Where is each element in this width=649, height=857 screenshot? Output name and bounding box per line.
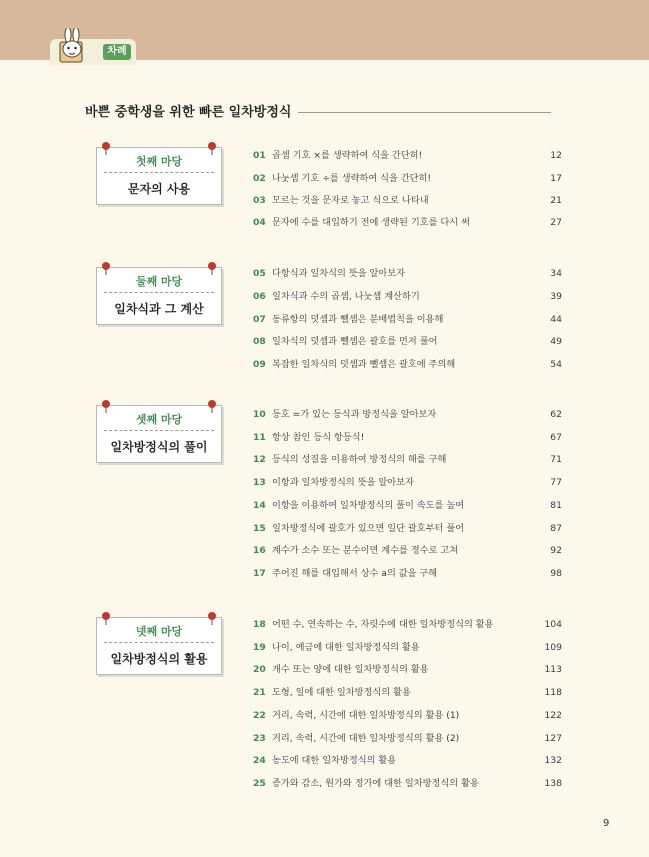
toc-text: 이항을 이용하여 일차방정식의 풀이 속도를 높여 bbox=[272, 500, 465, 511]
section-title: 일차식과 그 계산 bbox=[114, 302, 204, 316]
toc-number: 05 bbox=[253, 268, 266, 279]
page-title: 바쁜 중학생을 위한 빠른 일차방정식 bbox=[85, 105, 292, 120]
toc-page: 49 bbox=[550, 336, 562, 347]
toc-number: 02 bbox=[253, 173, 266, 184]
toc-text: 일차식과 수의 곱셈, 나눗셈 계산하기 bbox=[272, 291, 420, 302]
toc-page: 12 bbox=[550, 150, 562, 161]
toc-text: 농도에 대한 일차방정식의 활용 bbox=[272, 755, 397, 766]
toc-item[interactable] bbox=[253, 289, 562, 305]
toc-number: 25 bbox=[253, 778, 266, 789]
toc-item[interactable] bbox=[253, 215, 562, 231]
page-number: 9 bbox=[603, 818, 610, 829]
toc-number: 06 bbox=[253, 291, 266, 302]
toc-item[interactable] bbox=[253, 708, 562, 724]
toc-number: 22 bbox=[253, 710, 266, 721]
toc-text: 일차식의 덧셈과 뺄셈은 괄호를 먼저 풀어 bbox=[272, 336, 438, 347]
toc-text: 복잡한 일차식의 덧셈과 뺄셈은 괄호에 주의해 bbox=[272, 359, 456, 370]
section-card-2 bbox=[96, 267, 222, 325]
toc-number: 17 bbox=[253, 568, 266, 579]
toc-text: 나이, 예금에 대한 일차방정식의 활용 bbox=[272, 642, 420, 653]
toc-page: 113 bbox=[544, 664, 562, 675]
toc-item[interactable] bbox=[253, 617, 562, 633]
toc-item[interactable] bbox=[253, 334, 562, 350]
toc-item[interactable] bbox=[253, 407, 562, 423]
toc-number: 09 bbox=[253, 359, 266, 370]
toc-text: 일차방정식에 괄호가 있으면 일단 괄호부터 풀어 bbox=[272, 523, 465, 534]
toc-text: 어떤 수, 연속하는 수, 자릿수에 대한 일차방정식의 활용 bbox=[272, 619, 494, 630]
toc-text: 이항과 일차방정식의 뜻을 알아보자 bbox=[272, 477, 414, 488]
toc-text: 동류항의 덧셈과 뺄셈은 분배법칙을 이용해 bbox=[272, 314, 444, 325]
toc-number: 23 bbox=[253, 733, 266, 744]
toc-page: 21 bbox=[550, 195, 562, 206]
toc-page: 44 bbox=[550, 314, 562, 325]
toc-page: 104 bbox=[544, 619, 562, 630]
toc-page: 138 bbox=[544, 778, 562, 789]
toc-text: 곱셈 기호 ×를 생략하여 식을 간단히! bbox=[272, 150, 423, 161]
toc-number: 16 bbox=[253, 545, 266, 556]
toc-item[interactable] bbox=[253, 753, 562, 769]
madang-label: 넷째 마당 bbox=[135, 625, 183, 638]
toc-text: 거리, 속력, 시간에 대한 일차방정식의 활용 (2) bbox=[272, 733, 460, 744]
toc-item[interactable] bbox=[253, 566, 562, 582]
toc-text: 문자에 수를 대입하기 전에 생략된 기호를 다시 써 bbox=[272, 217, 470, 228]
toc-item[interactable] bbox=[253, 685, 562, 701]
toc-number: 08 bbox=[253, 336, 266, 347]
toc-text: 등식의 성질을 이용하여 방정식의 해를 구해 bbox=[272, 454, 447, 465]
toc-number: 13 bbox=[253, 477, 266, 488]
toc-item[interactable] bbox=[253, 312, 562, 328]
toc-item[interactable] bbox=[253, 776, 562, 792]
toc-text: 증가와 감소, 원가와 정가에 대한 일차방정식의 활용 bbox=[272, 778, 479, 789]
toc-page: 62 bbox=[550, 409, 562, 420]
toc-page: 54 bbox=[550, 359, 562, 370]
toc-item[interactable] bbox=[253, 193, 562, 209]
toc-text: 거리, 속력, 시간에 대한 일차방정식의 활용 (1) bbox=[272, 710, 460, 721]
toc-item[interactable] bbox=[253, 731, 562, 747]
card-divider bbox=[104, 430, 214, 431]
toc-page: 17 bbox=[550, 173, 562, 184]
toc-text: 도형, 일에 대한 일차방정식의 활용 bbox=[272, 687, 411, 698]
tab-label: 차례 bbox=[103, 44, 131, 60]
toc-number: 03 bbox=[253, 195, 266, 206]
madang-label: 둘째 마당 bbox=[135, 275, 183, 288]
toc-page: 81 bbox=[550, 500, 562, 511]
section-title: 문자의 사용 bbox=[127, 182, 191, 196]
toc-number: 19 bbox=[253, 642, 266, 653]
card-divider bbox=[104, 292, 214, 293]
toc-number: 10 bbox=[253, 409, 266, 420]
toc-item[interactable] bbox=[253, 357, 562, 373]
section-title: 일차방정식의 풀이 bbox=[110, 440, 208, 454]
toc-number: 24 bbox=[253, 755, 266, 766]
section-title: 일차방정식의 활용 bbox=[110, 652, 208, 666]
toc-page: 98 bbox=[550, 568, 562, 579]
section-card-1 bbox=[96, 147, 222, 205]
toc-item[interactable] bbox=[253, 521, 562, 537]
toc-page: 118 bbox=[544, 687, 562, 698]
toc-text: 항상 참인 등식 항등식! bbox=[272, 432, 365, 443]
toc-text: 모르는 것을 문자로 놓고 식으로 나타내 bbox=[272, 195, 429, 206]
toc-number: 12 bbox=[253, 454, 266, 465]
toc-page: 71 bbox=[550, 454, 562, 465]
toc-number: 20 bbox=[253, 664, 266, 675]
toc-page: 77 bbox=[550, 477, 562, 488]
toc-number: 15 bbox=[253, 523, 266, 534]
toc-item[interactable] bbox=[253, 171, 562, 187]
toc-item[interactable] bbox=[253, 430, 562, 446]
toc-page: 92 bbox=[550, 545, 562, 556]
madang-label: 첫째 마당 bbox=[135, 155, 183, 168]
toc-text: 주어진 해를 대입해서 상수 a의 값을 구해 bbox=[272, 568, 438, 579]
card-divider bbox=[104, 642, 214, 643]
toc-page: 39 bbox=[550, 291, 562, 302]
toc-page: 87 bbox=[550, 523, 562, 534]
rabbit-mascot-icon bbox=[54, 28, 94, 66]
toc-number: 14 bbox=[253, 500, 266, 511]
toc-item[interactable] bbox=[253, 148, 562, 164]
toc-item[interactable] bbox=[253, 475, 562, 491]
toc-text: 다항식과 일차식의 뜻을 알아보자 bbox=[272, 268, 406, 279]
toc-item[interactable] bbox=[253, 543, 562, 559]
toc-page: 109 bbox=[544, 642, 562, 653]
toc-number: 01 bbox=[253, 150, 266, 161]
toc-item[interactable] bbox=[253, 640, 562, 656]
toc-text: 계수가 소수 또는 분수이면 계수를 정수로 고쳐 bbox=[272, 545, 459, 556]
section-card-3 bbox=[96, 405, 222, 463]
toc-text: 나눗셈 기호 ÷를 생략하여 식을 간단히! bbox=[272, 173, 432, 184]
toc-number: 21 bbox=[253, 687, 266, 698]
toc-text: 개수 또는 양에 대한 일차방정식의 활용 bbox=[272, 664, 429, 675]
card-divider bbox=[104, 172, 214, 173]
toc-page: 34 bbox=[550, 268, 562, 279]
section-card-4 bbox=[96, 617, 222, 675]
toc-page: 127 bbox=[544, 733, 562, 744]
toc-page: 67 bbox=[550, 432, 562, 443]
toc-text: 등호 =가 있는 등식과 방정식을 알아보자 bbox=[272, 409, 437, 420]
toc-number: 11 bbox=[253, 432, 266, 443]
toc-item[interactable] bbox=[253, 452, 562, 468]
toc-number: 18 bbox=[253, 619, 266, 630]
toc-page: 27 bbox=[550, 217, 562, 228]
heading-rule bbox=[298, 112, 551, 113]
toc-item[interactable] bbox=[253, 662, 562, 678]
madang-label: 셋째 마당 bbox=[135, 413, 183, 426]
toc-number: 04 bbox=[253, 217, 266, 228]
toc-page: 122 bbox=[544, 710, 562, 721]
toc-item[interactable] bbox=[253, 266, 562, 282]
toc-item[interactable] bbox=[253, 498, 562, 514]
toc-number: 07 bbox=[253, 314, 266, 325]
toc-page: 132 bbox=[544, 755, 562, 766]
